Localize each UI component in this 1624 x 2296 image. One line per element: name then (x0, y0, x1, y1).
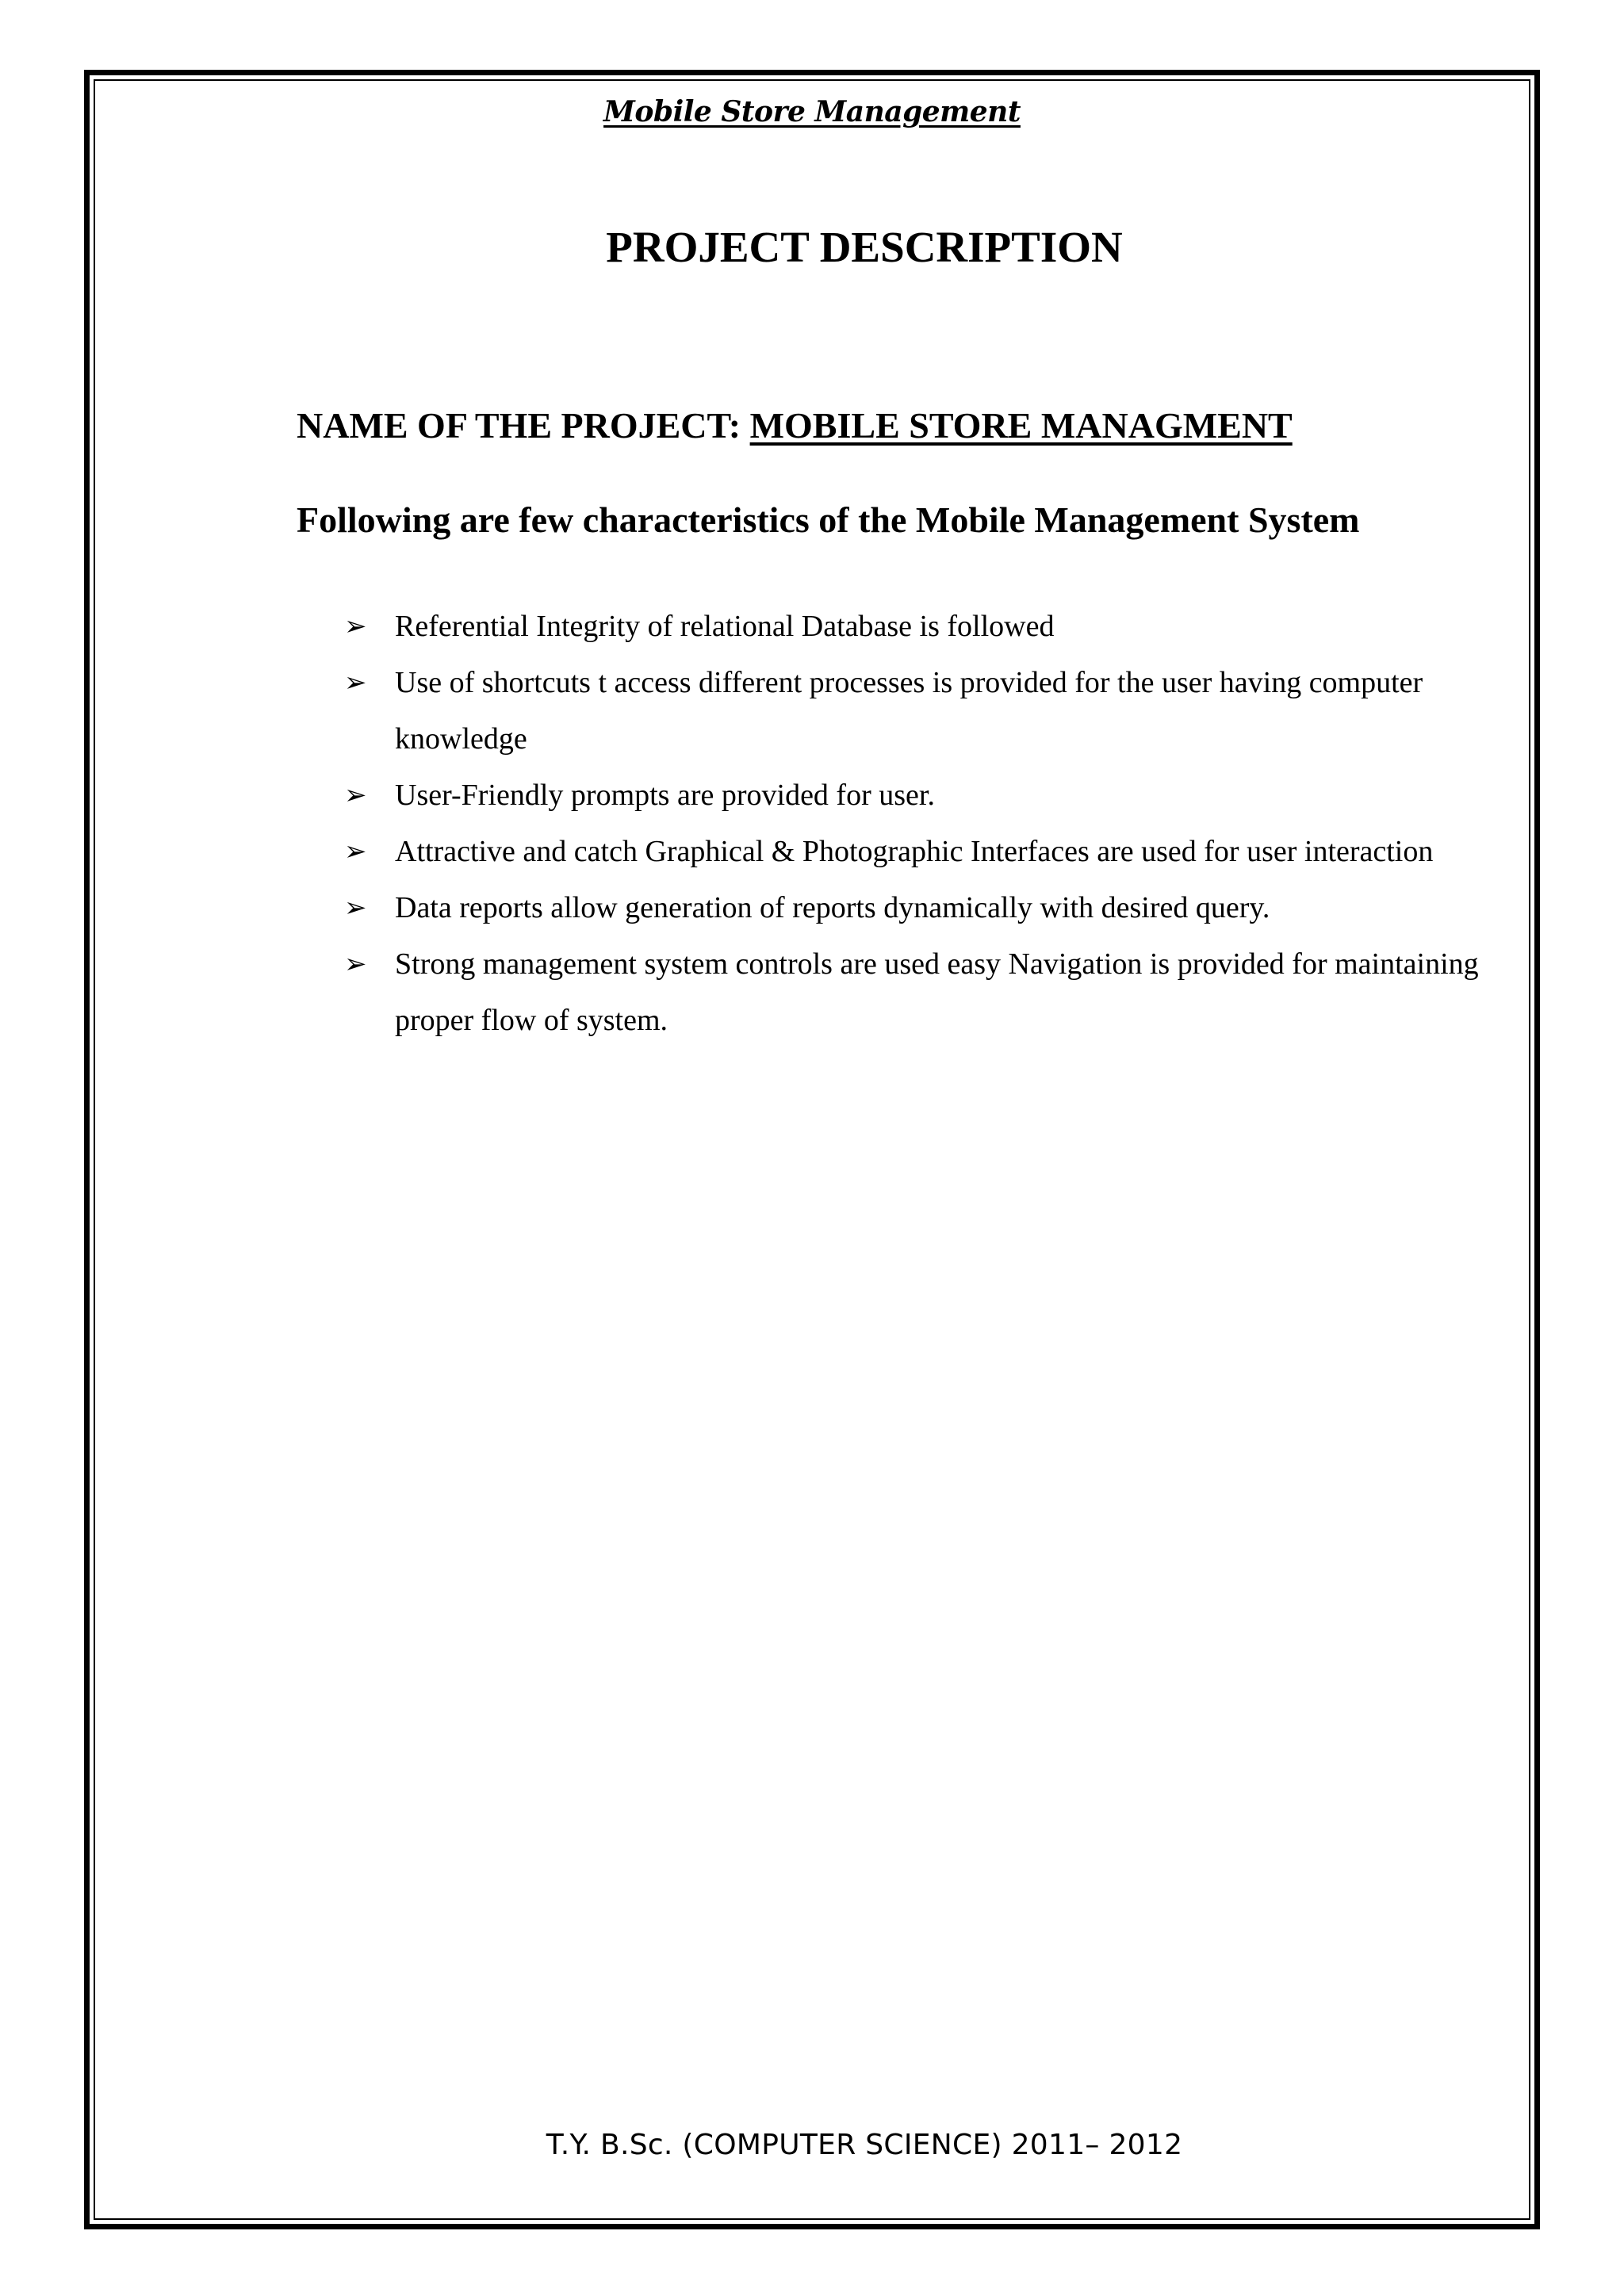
characteristics-heading: Following are few characteristics of the Mobile Management System (297, 499, 1360, 540)
list-item-text: Attractive and catch Graphical & Photographic Interfaces are used for user interaction (395, 835, 1434, 868)
arrowhead-bullet-icon: ➢ (344, 779, 367, 811)
list-item (344, 880, 1486, 936)
list-item-text: Strong management system controls are used easy Navigation is provided for maintaining proper flow of system. (395, 947, 1479, 1037)
running-header: Mobile Store Management (603, 95, 1021, 128)
arrowhead-bullet-icon: ➢ (344, 948, 367, 980)
arrowhead-bullet-icon: ➢ (344, 892, 367, 924)
project-name-value: MOBILE STORE MANAGMENT (749, 405, 1293, 446)
characteristics-list (344, 599, 1486, 1049)
page-border-inner (94, 79, 1530, 2220)
arrowhead-bullet-icon: ➢ (344, 610, 367, 642)
list-item (344, 824, 1486, 880)
list-item-text: Data reports allow generation of reports dynamically with desired query. (395, 891, 1270, 924)
page-footer: T.Y. B.Sc. (COMPUTER SCIENCE) 2011– 2012 (546, 2129, 1183, 2161)
list-item (344, 767, 1486, 824)
list-item (344, 599, 1486, 655)
list-item-text: Referential Integrity of relational Database is followed (395, 610, 1055, 643)
list-item-text: User-Friendly prompts are provided for user. (395, 779, 935, 812)
list-item (344, 655, 1486, 767)
project-name-label: NAME OF THE PROJECT: (297, 405, 750, 446)
list-item (344, 936, 1486, 1049)
page-title: PROJECT DESCRIPTION (606, 223, 1123, 271)
arrowhead-bullet-icon: ➢ (344, 667, 367, 698)
arrowhead-bullet-icon: ➢ (344, 836, 367, 867)
project-name-line (297, 404, 1293, 446)
list-item-text: Use of shortcuts t access different processes is provided for the user having computer knowledge (395, 666, 1423, 756)
